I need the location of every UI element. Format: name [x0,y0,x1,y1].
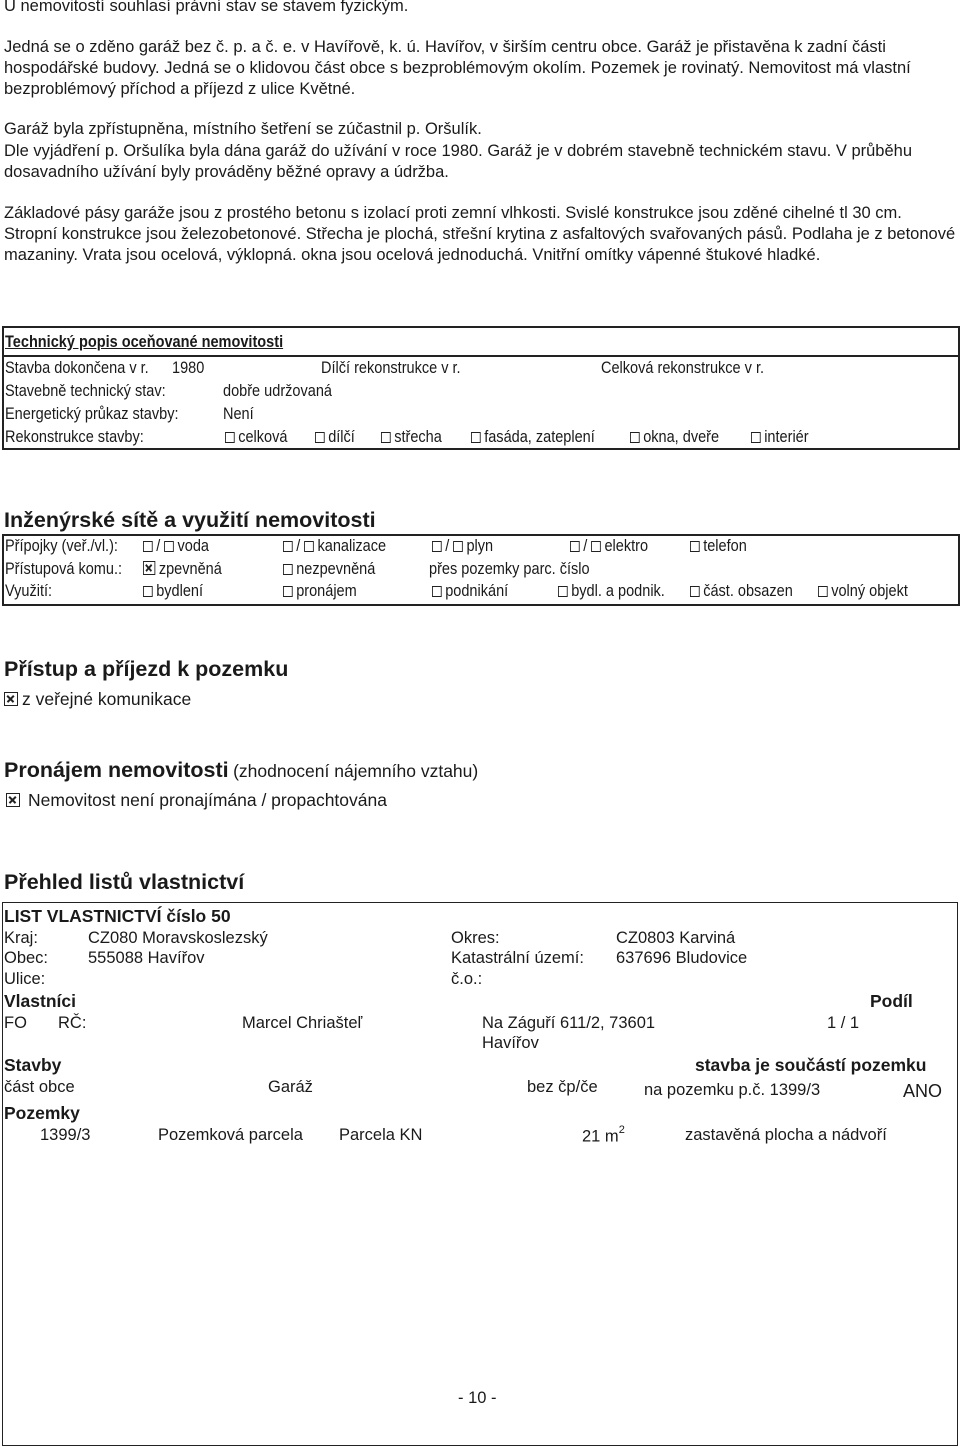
checked-box-icon[interactable] [6,793,20,807]
owner-name: Marcel Chriašteľ [242,1014,363,1032]
checkbox-icon[interactable] [751,432,761,443]
owner-share: 1 / 1 [827,1014,860,1032]
checkbox-icon[interactable] [818,586,828,597]
checkbox-icon[interactable] [591,541,601,552]
recon-option-facade[interactable]: fasáda, zateplení [471,428,595,447]
ku-value: 637696 Bludovice [616,949,748,967]
use-label: Využití: [5,582,53,600]
paved-option[interactable]: zpevněná [143,560,222,579]
gas-option[interactable]: / plyn [432,537,493,556]
checked-box-icon[interactable] [4,692,18,706]
built-year: 1980 [172,359,205,377]
total-reconstruction-label: Celková rekonstrukce v r. [601,359,765,377]
state-value: dobře udržovaná [223,382,332,400]
recon-option-full[interactable]: celková [225,428,287,447]
via-parcel-label: přes pozemky parc. číslo [429,560,590,578]
land-use: zastavěná plocha a nádvoří [685,1126,887,1144]
ulice-label: Ulice: [4,970,46,988]
owner-type: FO [4,1014,27,1032]
lv-title: LIST VLASTNICTVÍ číslo 50 [4,906,231,926]
land-kn: Parcela KN [339,1126,423,1144]
building-number: bez čp/če [527,1078,598,1096]
intro-paragraph-construction: Základové pásy garáže jsou z prostého betonu s izolací proti zemní vlhkosti. Svislé konstrukce jsou zděné cihelné tl 30 cm. Stropní konstrukce jsou železobetonové. Střecha je plochá, střešní krytina z asfaltových svařovaných pásů. Podlaha je z betonové mazaniny. Vrata jsou ocelová, výklopná. okna jsou ocelová jednoduchá. Vnitřní omítky vápenné štukové hladké. [4,204,956,264]
use-option-vacant[interactable]: volný objekt [818,582,908,601]
checkbox-icon[interactable] [453,541,463,552]
access-comm-label: Přístupová komu.: [5,560,123,578]
checkbox-icon[interactable] [283,564,293,575]
ku-label: Katastrální území: [451,949,584,967]
water-option[interactable]: / voda [143,537,209,556]
owners-label: Vlastníci [4,991,76,1011]
checkbox-icon[interactable] [690,586,700,597]
use-option-housing-business[interactable]: bydl. a podnik. [558,582,665,601]
okres-value: CZ0803 Karviná [616,929,736,947]
checkbox-icon[interactable] [558,586,568,597]
intro-paragraph-location: Jedná se o zděno garáž bez č. p. a č. e. v Havířově, k. ú. Havířov, v širším centru obce. Garáž je přistavěna k zadní části hospodářské budovy. Jedná se o klidovou část obce s bezproblémovým okolím. Pozemek je rovinatý. Nemovitost má vlastní bezproblémový příchod a příjezd z ulice Květné. [4,38,911,98]
land-area: 21 $m^2$ [582,1124,625,1146]
checkbox-icon[interactable] [432,541,442,552]
partial-reconstruction-label: Dílčí rekonstrukce v r. [321,359,461,377]
page-number: - 10 - [458,1389,497,1407]
lease-title: Pronájem nemovitosti [4,758,229,782]
reconstruction-label: Rekonstrukce stavby: [5,428,144,446]
land-kind: Pozemková parcela [158,1126,303,1144]
checkbox-icon[interactable] [630,432,640,443]
sewer-option[interactable]: / kanalizace [283,537,386,556]
building-parcel: na pozemku p.č. 1399/3 [644,1081,821,1099]
tech-title: Technický popis oceňované nemovitosti [5,333,284,351]
recon-option-windows[interactable]: okna, dveře [630,428,719,447]
checkbox-icon[interactable] [283,541,293,552]
owner-address-line1: Na Záguří 611/2, 73601 [482,1014,656,1032]
building-part: část obce [4,1078,75,1096]
use-option-housing[interactable]: bydlení [143,582,203,601]
recon-option-roof[interactable]: střecha [381,428,442,447]
checkbox-icon[interactable] [304,541,314,552]
obec-value: 555088 Havířov [88,949,205,967]
intro-inspection: Garáž byla zpřístupněna, místního šetření se zúčastnil p. Oršulík. [4,120,482,138]
access-item[interactable]: z veřejné komunikace [4,689,191,710]
checkbox-icon[interactable] [690,541,700,552]
lease-subtitle: (zhodnocení nájemního vztahu) [233,761,479,781]
kraj-label: Kraj: [4,929,38,947]
co-label: č.o.: [451,970,483,988]
checkbox-icon[interactable] [283,586,293,597]
checked-box-icon[interactable] [143,561,155,575]
electric-option[interactable]: / elektro [570,537,648,556]
lands-label: Pozemky [4,1103,80,1123]
ownership-title: Přehled listů vlastnictví [4,870,245,894]
lease-item[interactable]: Nemovitost není pronajímána / propachtována [6,790,387,811]
recon-option-partial[interactable]: dílčí [315,428,355,447]
building-type: Garáž [268,1078,313,1096]
checkbox-icon[interactable] [143,541,153,552]
recon-option-interior[interactable]: interiér [751,428,809,447]
building-yes: ANO [903,1081,943,1101]
obec-label: Obec: [4,949,49,967]
energy-value: Není [223,405,254,423]
checkbox-icon[interactable] [315,432,325,443]
use-option-partially-occupied[interactable]: část. obsazen [690,582,793,601]
tech-divider [2,355,960,357]
rc-label: RČ: [58,1014,87,1032]
owner-address-line2: Havířov [482,1034,539,1052]
built-label: Stavba dokončena v r. [5,359,149,377]
checkbox-icon[interactable] [164,541,174,552]
intro-line: U nemovitostí souhlasí právní stav se stavem fyzickým. [4,0,409,15]
building-part-of-land-label: stavba je součástí pozemku [695,1055,927,1075]
share-label: Podíl [870,991,913,1011]
access-title: Přístup a příjezd k pozemku [4,657,289,681]
connections-label: Přípojky (veř./vl.): [5,537,118,555]
utilities-title: Inženýrské sítě a využití nemovitosti [4,508,376,532]
checkbox-icon[interactable] [432,586,442,597]
kraj-value: CZ080 Moravskoslezský [88,929,268,947]
phone-option[interactable]: telefon [690,537,747,556]
checkbox-icon[interactable] [381,432,391,443]
checkbox-icon[interactable] [225,432,235,443]
energy-label: Energetický průkaz stavby: [5,405,179,423]
unpaved-option[interactable]: nezpevněná [283,560,375,579]
use-option-lease[interactable]: pronájem [283,582,357,601]
lease-heading [4,758,478,783]
land-number: 1399/3 [40,1126,91,1144]
use-option-business[interactable]: podnikání [432,582,508,601]
state-label: Stavebně technický stav: [5,382,166,400]
checkbox-icon[interactable] [471,432,481,443]
checkbox-icon[interactable] [143,586,153,597]
checkbox-icon[interactable] [570,541,580,552]
intro-paragraph-usage: Dle vyjádření p. Oršulíka byla dána garáž do užívání v roce 1980. Garáž je v dobrém stavebně technickém stavu. V průběhu dosavadního užívání byly prováděny běžné opravy a údržba. [4,142,912,181]
okres-label: Okres: [451,929,500,947]
buildings-label: Stavby [4,1055,62,1075]
